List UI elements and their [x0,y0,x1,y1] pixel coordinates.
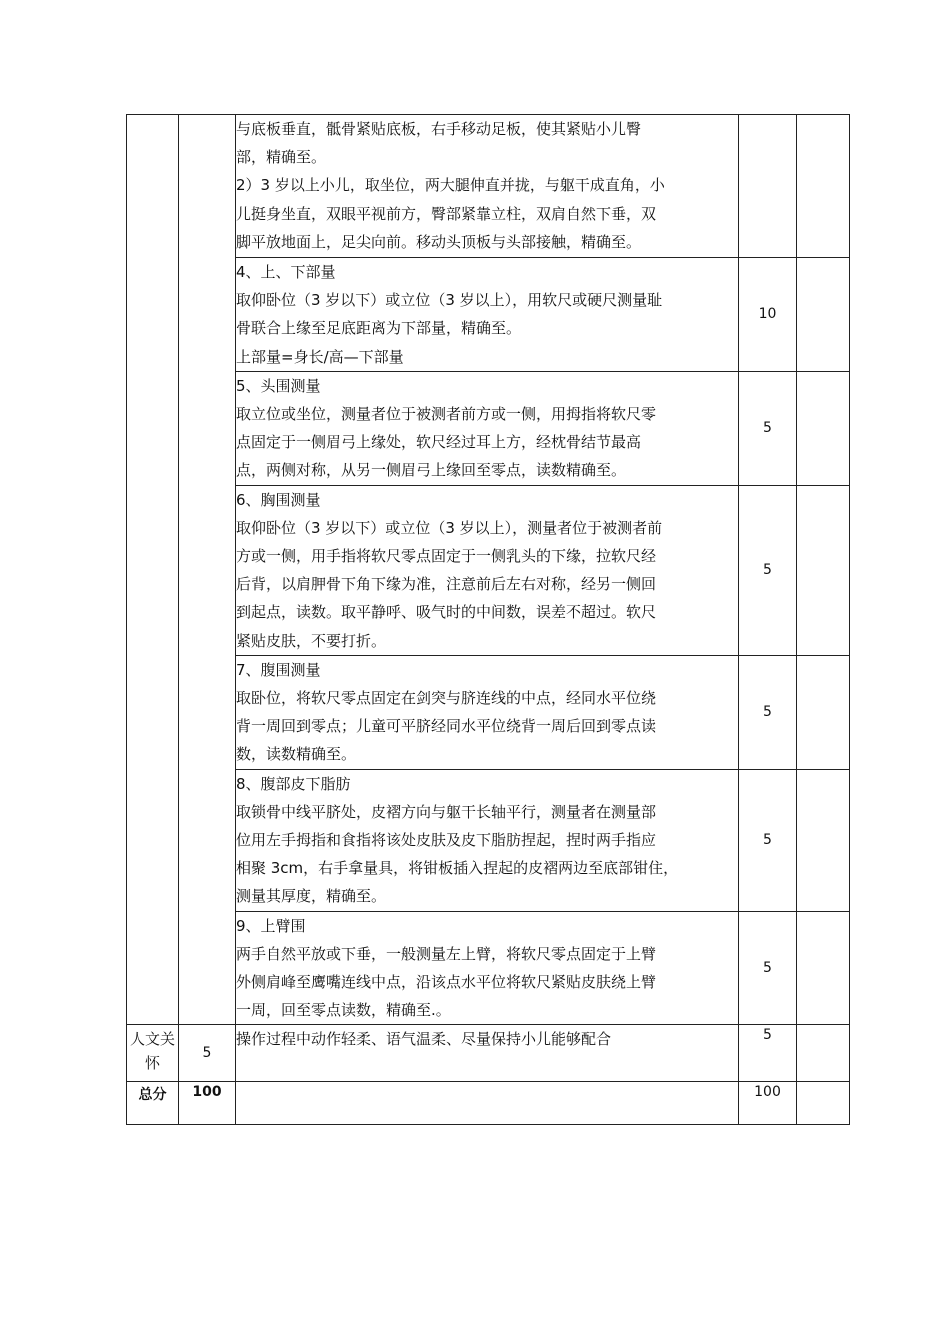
content-line: 到起点，读数。取平静呼、吸气时的中间数，误差不超过。软尺 [236,603,657,622]
content-cell [236,655,739,769]
table-row [127,485,850,655]
table-row [127,911,850,1025]
deduction-cell [797,258,850,372]
score-cell: 5 [739,371,797,485]
deduction-cell [797,655,850,769]
content-cell [236,911,739,1025]
deduction-cell [797,1025,850,1082]
content-line: 6、胸围测量 [236,490,321,509]
score-cell: 5 [739,1025,797,1082]
content-line: 点，两侧对称，从另一侧眉弓上缘回至零点，读数精确至。 [236,461,627,480]
category-cell [127,115,179,1025]
content-line: 9、上臂围 [236,916,306,935]
content-cell [236,1025,739,1082]
content-line: 上部量=身长/高—下部量 [236,347,404,366]
content-line: 儿挺身坐直，双眼平视前方，臀部紧靠立柱，双肩自然下垂，双 [236,204,657,223]
scoring-table [126,114,850,1125]
content-line: 2）3 岁以上小儿，取坐位，两大腿伸直并拢，与躯干成直角，小 [236,176,665,195]
content-line: 后背，以肩胛骨下角下缘为准，注意前后左右对称，经另一侧回 [236,575,657,594]
score-cell: 10 [739,258,797,372]
content-cell [236,1082,739,1125]
content-line: 数，读数精确至。 [236,745,357,764]
score-cell: 5 [739,911,797,1025]
table-row [127,371,850,485]
content-line: 取卧位，将软尺零点固定在剑突与脐连线的中点，经同水平位绕 [236,689,657,708]
content-cell [236,258,739,372]
content-line: 7、腹围测量 [236,660,321,679]
deduction-cell [797,1082,850,1125]
category-points: 5 [179,1025,236,1082]
content-line: 与底板垂直，骶骨紧贴底板，右手移动足板，使其紧贴小儿臀 [236,120,642,138]
content-line: 紧贴皮肤，不要打折。 [236,631,387,650]
deduction-cell [797,485,850,655]
total-label: 总分 [127,1082,179,1125]
content-cell [236,485,739,655]
score-cell: 5 [739,485,797,655]
scoring-table-body [127,115,850,1125]
score-cell [739,115,797,258]
content-line: 骨联合上缘至足底距离为下部量，精确至。 [236,319,522,338]
content-line: 取仰卧位（3 岁以下）或立位（3 岁以上），测量者位于被测者前 [236,518,663,537]
content-cell [236,371,739,485]
humanistic-row [127,1025,850,1082]
content-line: 相聚 3cm，右手拿量具，将钳板插入捏起的皮褶两边至底部钳住， [236,859,679,878]
content-line: 取锁骨中线平脐处，皮褶方向与躯干长轴平行，测量者在测量部 [236,802,657,821]
score-cell: 5 [739,655,797,769]
table-row [127,115,850,258]
content-line: 脚平放地面上，足尖向前。移动头顶板与头部接触，精确至。 [236,232,642,251]
content-line: 5、头围测量 [236,376,321,395]
deduction-cell [797,115,850,258]
content-line: 外侧肩峰至鹰嘴连线中点，沿该点水平位将软尺紧贴皮肤绕上臂 [236,973,657,992]
content-line: 4、上、下部量 [236,263,336,281]
content-line: 取立位或坐位，测量者位于被测者前方或一侧，用拇指将软尺零 [236,405,657,424]
content-line: 位用左手拇指和食指将该处皮肤及皮下脂肪捏起，捏时两手指应 [236,831,657,850]
content-line: 背一周回到零点；儿童可平脐经同水平位绕背一周后回到零点读 [236,717,657,736]
total-score: 100 [739,1082,797,1125]
content-line: 8、腹部皮下脂肪 [236,774,351,793]
content-line: 方或一侧，用手指将软尺零点固定于一侧乳头的下缘，拉软尺经 [236,547,657,566]
total-points: 100 [179,1082,236,1125]
content-cell [236,115,739,258]
deduction-cell [797,769,850,911]
content-line: 操作过程中动作轻柔、语气温柔、尽量保持小儿能够配合 [236,1030,612,1049]
total-row [127,1082,850,1125]
content-cell [236,769,739,911]
deduction-cell [797,371,850,485]
table-row [127,769,850,911]
content-line: 两手自然平放或下垂，一般测量左上臂，将软尺零点固定于上臂 [236,944,657,963]
points-cell [179,115,236,1025]
content-line: 点固定于一侧眉弓上缘处，软尺经过耳上方，经枕骨结节最高 [236,433,642,452]
score-cell: 5 [739,769,797,911]
deduction-cell [797,911,850,1025]
category-label: 人文关怀 [127,1025,179,1082]
content-line: 一周，回至零点读数，精确至.。 [236,1001,451,1020]
content-line: 部，精确至。 [236,148,327,167]
table-row [127,655,850,769]
content-line: 取仰卧位（3 岁以下）或立位（3 岁以上），用软尺或硬尺测量耻 [236,291,663,310]
content-line: 测量其厚度，精确至。 [236,887,387,906]
table-row [127,258,850,372]
